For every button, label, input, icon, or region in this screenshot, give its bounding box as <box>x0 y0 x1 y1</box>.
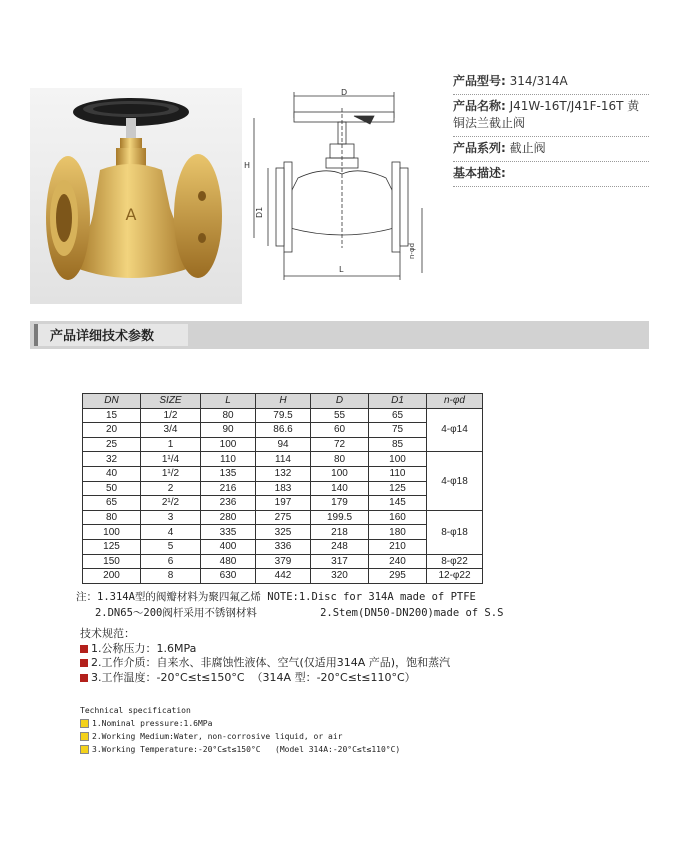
table-row <box>83 554 483 569</box>
table-cell: 3 <box>141 510 201 525</box>
table-cell: 2 <box>141 481 201 496</box>
table-row <box>83 423 483 438</box>
info-row-model <box>453 70 649 95</box>
table-cell: 75 <box>369 423 427 438</box>
table-cell: 275 <box>256 510 311 525</box>
table-cell: 1/2 <box>141 408 201 423</box>
table-cell: 132 <box>256 466 311 481</box>
tech-cn-text: 3.工作温度：-20°C≤t≤150°C （314A 型：-20°C≤t≤110°C） <box>91 670 416 684</box>
table-cell: 1¹/2 <box>141 466 201 481</box>
product-info <box>453 70 649 187</box>
product-photo <box>30 88 242 304</box>
table-cell: 3/4 <box>141 423 201 438</box>
table-cell: 50 <box>83 481 141 496</box>
info-row-name <box>453 95 649 137</box>
table-cell: 630 <box>201 569 256 584</box>
note-line-2: 2.DN65～200阀杆采用不锈钢材料 2.Stem(DN50-DN200)made of S.S <box>76 607 504 619</box>
col-header: D1 <box>369 394 427 409</box>
info-value: 314/314A <box>505 74 568 88</box>
table-cell: 216 <box>201 481 256 496</box>
tech-spec-en <box>80 704 400 756</box>
table-cell: 80 <box>311 452 369 467</box>
table-cell: 86.6 <box>256 423 311 438</box>
table-cell: 236 <box>201 496 256 511</box>
svg-text:A: A <box>125 205 137 224</box>
table-cell: 72 <box>311 437 369 452</box>
dimension-drawing <box>244 88 440 288</box>
label-D1: D1 <box>255 206 264 218</box>
col-header: D <box>311 394 369 409</box>
table-cell: 4 <box>141 525 201 540</box>
table-cell: 65 <box>369 408 427 423</box>
col-header: H <box>256 394 311 409</box>
col-header: DN <box>83 394 141 409</box>
tech-cn-text: 1.公称压力：1.6MPa <box>91 641 197 655</box>
table-row <box>83 466 483 481</box>
table-row <box>83 569 483 584</box>
bullet-square-icon <box>80 674 88 682</box>
table-cell: 80 <box>201 408 256 423</box>
table-row <box>83 539 483 554</box>
table-cell: 480 <box>201 554 256 569</box>
tech-spec-cn <box>80 627 450 685</box>
table-cell: 5 <box>141 539 201 554</box>
table-cell: 218 <box>311 525 369 540</box>
label-H: H <box>244 161 251 170</box>
table-cell: 100 <box>311 466 369 481</box>
table-cell: 317 <box>311 554 369 569</box>
table-row <box>83 452 483 467</box>
table-row <box>83 496 483 511</box>
table-cell: 150 <box>83 554 141 569</box>
note-line-1: 注：1.314A型的阀瓣材料为聚四氟乙烯 NOTE:1.Disc for 314A made of PTFE <box>76 591 476 603</box>
table-cell: 80 <box>83 510 141 525</box>
table-cell: 90 <box>201 423 256 438</box>
table-cell: 200 <box>83 569 141 584</box>
table-cell-nd: 12-φ22 <box>427 569 483 584</box>
table-cell: 160 <box>369 510 427 525</box>
table-cell: 325 <box>256 525 311 540</box>
tech-cn-text: 2.工作介质：自来水、非腐蚀性液体、空气(仅适用314A 产品)，饱和蒸汽 <box>91 656 451 669</box>
table-cell: 183 <box>256 481 311 496</box>
table-cell: 94 <box>256 437 311 452</box>
table-row <box>83 525 483 540</box>
tech-en-text: 3.Working Temperature:-20°C≤t≤150°C (Model 314A:-20°C≤t≤110°C) <box>92 745 401 754</box>
bullet-square-icon <box>80 645 88 653</box>
tech-cn-item <box>80 656 450 671</box>
table-cell: 125 <box>369 481 427 496</box>
table-cell: 110 <box>201 452 256 467</box>
table-cell: 280 <box>201 510 256 525</box>
table-cell: 400 <box>201 539 256 554</box>
table-cell: 197 <box>256 496 311 511</box>
table-cell-nd: 8-φ22 <box>427 554 483 569</box>
label-L: L <box>339 265 344 274</box>
tech-en-text: 1.Nominal pressure:1.6MPa <box>92 719 213 728</box>
table-cell: 25 <box>83 437 141 452</box>
tech-en-text: 2.Working Medium:Water, non-corrosive liquid, or air <box>92 732 343 741</box>
label-D: D <box>341 88 348 97</box>
table-cell: 1 <box>141 437 201 452</box>
tech-en-item <box>80 730 400 743</box>
tech-en-item <box>80 717 400 730</box>
section-title: 产品详细技术参数 <box>50 329 155 344</box>
col-header: n-φd <box>427 394 483 409</box>
info-label: 产品系列: <box>453 141 506 155</box>
table-cell: 442 <box>256 569 311 584</box>
table-row <box>83 510 483 525</box>
table-cell: 179 <box>311 496 369 511</box>
bullet-square-icon <box>80 659 88 667</box>
table-cell: 180 <box>369 525 427 540</box>
table-row <box>83 437 483 452</box>
table-cell: 114 <box>256 452 311 467</box>
table-header-row <box>83 394 483 409</box>
table-cell: 125 <box>83 539 141 554</box>
table-cell: 135 <box>201 466 256 481</box>
table-cell: 55 <box>311 408 369 423</box>
table-cell: 210 <box>369 539 427 554</box>
table-cell-nd: 8-φ18 <box>427 510 483 554</box>
table-cell: 65 <box>83 496 141 511</box>
info-label: 产品型号: <box>453 74 506 88</box>
table-cell: 335 <box>201 525 256 540</box>
table-cell: 100 <box>83 525 141 540</box>
table-cell: 199.5 <box>311 510 369 525</box>
label-nd: n-φd <box>408 242 416 259</box>
table-cell: 248 <box>311 539 369 554</box>
section-header-bar <box>30 321 649 349</box>
table-cell: 145 <box>369 496 427 511</box>
table-cell: 8 <box>141 569 201 584</box>
table-cell: 110 <box>369 466 427 481</box>
info-label: 产品名称: <box>453 99 506 113</box>
bullet-square-icon <box>80 719 89 728</box>
info-row-description <box>453 162 649 187</box>
notes <box>76 589 503 621</box>
table-row <box>83 481 483 496</box>
table-cell: 6 <box>141 554 201 569</box>
table-cell: 2¹/2 <box>141 496 201 511</box>
table-cell: 20 <box>83 423 141 438</box>
table-cell: 100 <box>369 452 427 467</box>
table-cell-nd: 4-φ18 <box>427 452 483 510</box>
table-cell: 100 <box>201 437 256 452</box>
table-cell: 295 <box>369 569 427 584</box>
info-label: 基本描述: <box>453 166 506 180</box>
table-cell: 60 <box>311 423 369 438</box>
tech-en-item <box>80 743 400 756</box>
table-cell: 140 <box>311 481 369 496</box>
col-header: L <box>201 394 256 409</box>
bullet-square-icon <box>80 732 89 741</box>
table-cell: 32 <box>83 452 141 467</box>
table-cell: 40 <box>83 466 141 481</box>
table-cell: 15 <box>83 408 141 423</box>
table-cell: 85 <box>369 437 427 452</box>
table-cell: 240 <box>369 554 427 569</box>
table-cell-nd: 4-φ14 <box>427 408 483 452</box>
table-row <box>83 408 483 423</box>
info-row-series <box>453 137 649 162</box>
info-value: J41W-16T/J41F-16T 黄铜法兰截止阀 <box>453 99 640 130</box>
tech-spec-en-title: Technical specification <box>80 706 191 715</box>
info-value: 截止阀 <box>505 141 546 155</box>
tech-spec-cn-title: 技术规范： <box>80 627 135 640</box>
tech-cn-item <box>80 642 450 657</box>
table-cell: 336 <box>256 539 311 554</box>
tech-cn-item <box>80 671 450 686</box>
table-cell: 320 <box>311 569 369 584</box>
table-cell: 79.5 <box>256 408 311 423</box>
table-cell: 1¹/4 <box>141 452 201 467</box>
bullet-square-icon <box>80 745 89 754</box>
spec-table <box>82 393 483 584</box>
table-cell: 379 <box>256 554 311 569</box>
col-header: SIZE <box>141 394 201 409</box>
